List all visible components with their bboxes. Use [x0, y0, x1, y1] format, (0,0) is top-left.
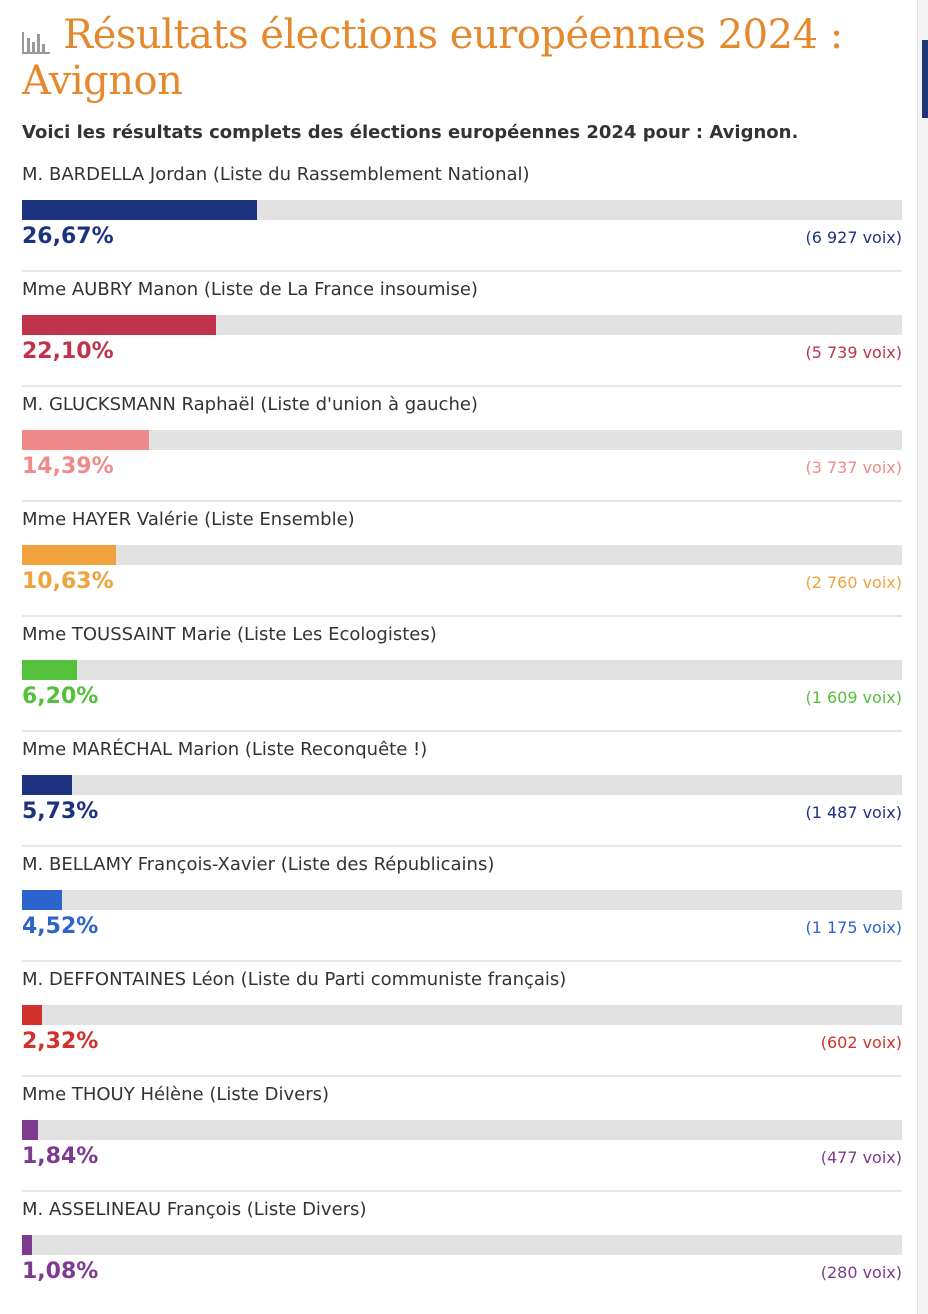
results-list: [22, 157, 902, 1307]
result-stats: [22, 795, 902, 825]
result-row: [22, 1077, 902, 1192]
bar-track: [22, 1235, 902, 1255]
bar-fill: [22, 430, 149, 450]
bar-fill: [22, 775, 72, 795]
result-row: [22, 962, 902, 1077]
result-stats: [22, 910, 902, 940]
percentage-label: 4,52%: [22, 914, 99, 939]
bar-fill: [22, 1235, 32, 1255]
candidate-name: Mme TOUSSAINT Marie (Liste Les Ecologistes): [22, 624, 437, 645]
percentage-label: 10,63%: [22, 569, 114, 594]
result-row: [22, 847, 902, 962]
bar-track: [22, 545, 902, 565]
bar-fill: [22, 315, 216, 335]
bar-track: [22, 315, 902, 335]
bar-track: [22, 890, 902, 910]
scrollbar-thumb[interactable]: [922, 40, 928, 118]
votes-label: (1 487 voix): [805, 803, 902, 822]
bar-fill: [22, 890, 62, 910]
scrollbar-track[interactable]: [917, 0, 928, 1314]
percentage-label: 14,39%: [22, 454, 114, 479]
result-stats: [22, 680, 902, 710]
votes-label: (602 voix): [820, 1033, 902, 1052]
bar-track: [22, 1005, 902, 1025]
votes-label: (477 voix): [820, 1148, 902, 1167]
bar-track: [22, 775, 902, 795]
result-row: [22, 732, 902, 847]
candidate-name: M. BARDELLA Jordan (Liste du Rassemblement National): [22, 164, 530, 185]
votes-label: (6 927 voix): [805, 228, 902, 247]
votes-label: (1 609 voix): [805, 688, 902, 707]
result-stats: [22, 220, 902, 250]
bar-fill: [22, 660, 77, 680]
percentage-label: 22,10%: [22, 339, 114, 364]
result-stats: [22, 565, 902, 595]
bar-track: [22, 430, 902, 450]
result-stats: [22, 335, 902, 365]
bar-track: [22, 200, 902, 220]
percentage-label: 1,84%: [22, 1144, 99, 1169]
bar-track: [22, 660, 902, 680]
percentage-label: 2,32%: [22, 1029, 99, 1054]
result-row: [22, 387, 902, 502]
results-page: [22, 0, 902, 1307]
candidate-name: Mme MARÉCHAL Marion (Liste Reconquête !): [22, 739, 428, 760]
votes-label: (1 175 voix): [805, 918, 902, 937]
result-row: [22, 157, 902, 272]
bar-fill: [22, 1120, 38, 1140]
page-subtitle: Voici les résultats complets des élections européennes 2024 pour : Avignon.: [22, 122, 799, 143]
bar-fill: [22, 200, 257, 220]
candidate-name: Mme HAYER Valérie (Liste Ensemble): [22, 509, 355, 530]
percentage-label: 6,20%: [22, 684, 99, 709]
percentage-label: 1,08%: [22, 1259, 99, 1284]
bar-fill: [22, 1005, 42, 1025]
result-row: [22, 617, 902, 732]
page-title: Résultats élections européennes 2024 : Avignon: [22, 12, 843, 104]
votes-label: (5 739 voix): [805, 343, 902, 362]
candidate-name: M. GLUCKSMANN Raphaël (Liste d'union à gauche): [22, 394, 478, 415]
votes-label: (3 737 voix): [805, 458, 902, 477]
votes-label: (280 voix): [820, 1263, 902, 1282]
votes-label: (2 760 voix): [805, 573, 902, 592]
percentage-label: 26,67%: [22, 224, 114, 249]
bar-fill: [22, 545, 116, 565]
candidate-name: M. BELLAMY François-Xavier (Liste des Républicains): [22, 854, 495, 875]
bar-track: [22, 1120, 902, 1140]
result-stats: [22, 1140, 902, 1170]
percentage-label: 5,73%: [22, 799, 99, 824]
bar-chart-icon: [22, 28, 50, 54]
result-row: [22, 1192, 902, 1307]
result-row: [22, 502, 902, 617]
result-stats: [22, 450, 902, 480]
header: [22, 0, 902, 104]
candidate-name: Mme AUBRY Manon (Liste de La France insoumise): [22, 279, 478, 300]
candidate-name: M. DEFFONTAINES Léon (Liste du Parti communiste français): [22, 969, 567, 990]
candidate-name: M. ASSELINEAU François (Liste Divers): [22, 1199, 367, 1220]
result-stats: [22, 1025, 902, 1055]
candidate-name: Mme THOUY Hélène (Liste Divers): [22, 1084, 330, 1105]
result-row: [22, 272, 902, 387]
result-stats: [22, 1255, 902, 1285]
